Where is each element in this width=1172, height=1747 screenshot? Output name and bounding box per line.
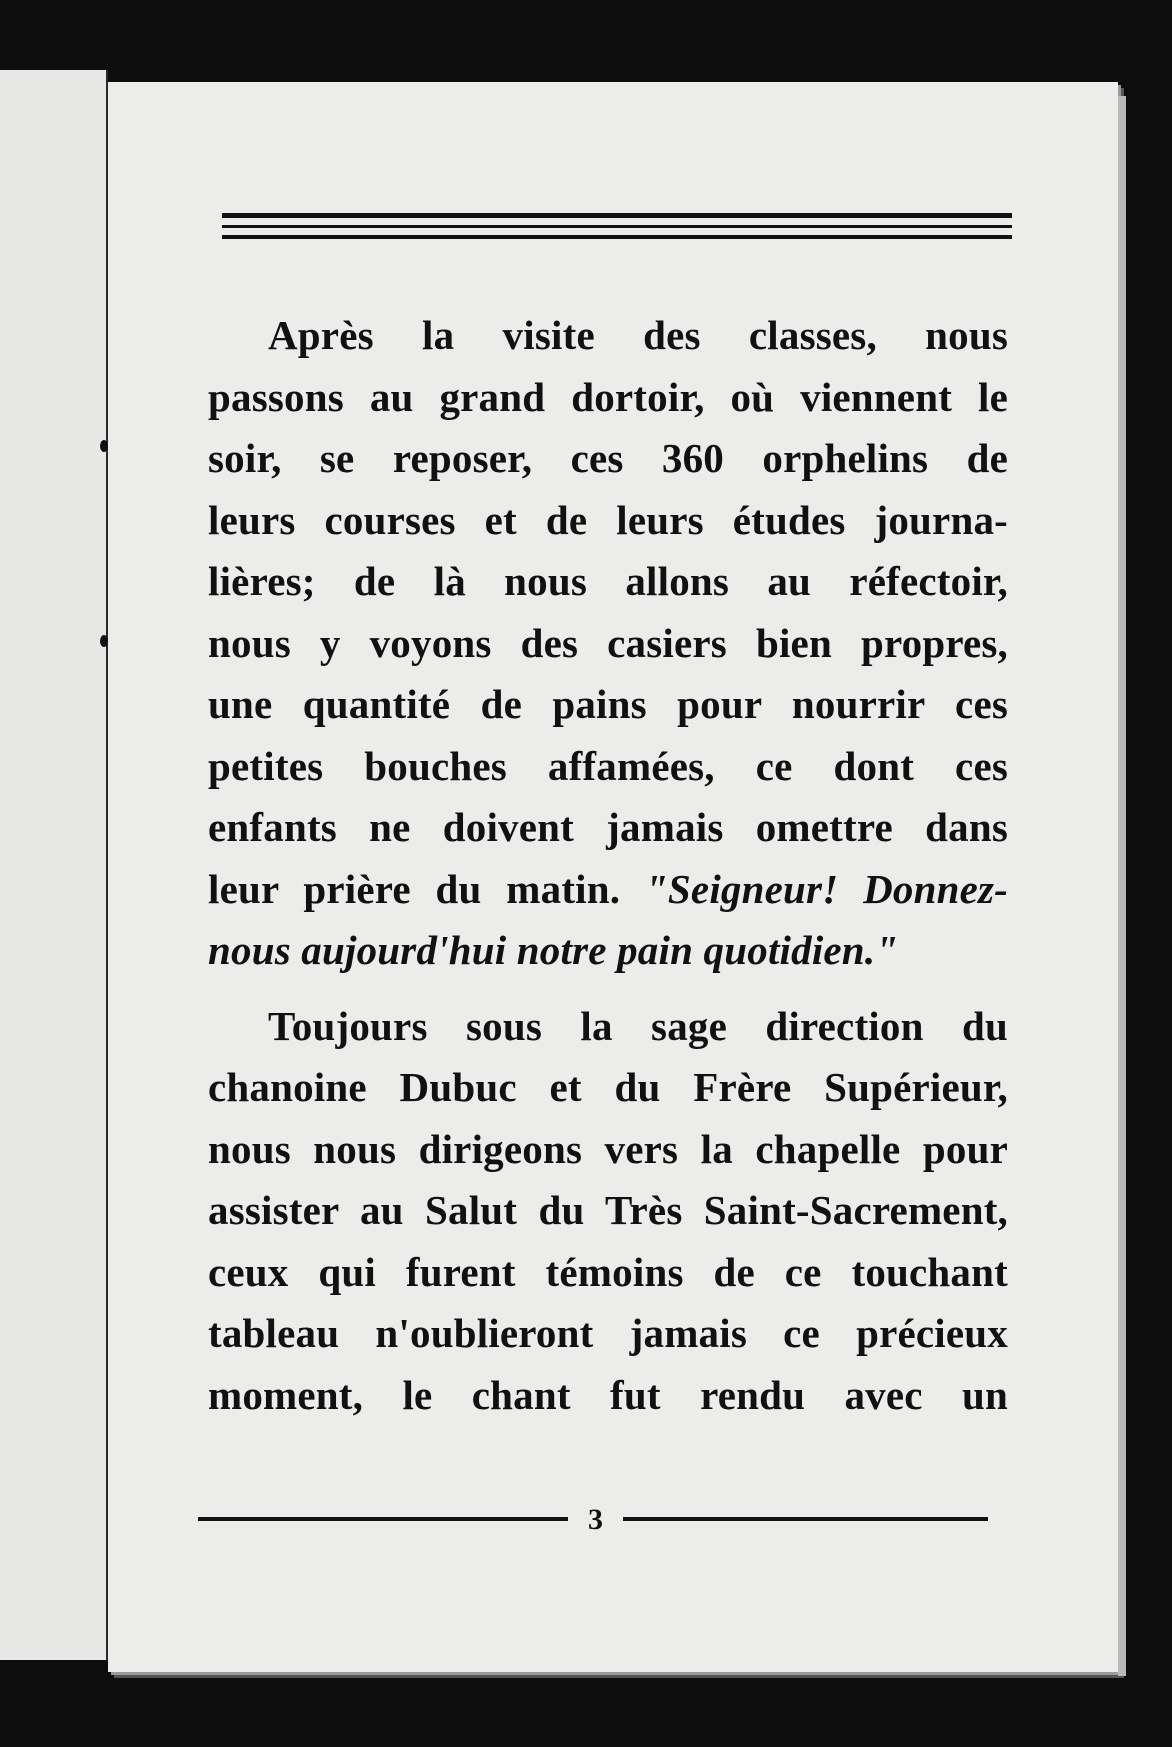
text-roman: leur prière du matin. bbox=[208, 865, 645, 912]
body-text bbox=[208, 305, 1008, 1426]
header-rule bbox=[222, 213, 1012, 239]
text-line: leurs courses et de leurs études journa- bbox=[208, 496, 1008, 543]
footer-rule-left bbox=[198, 1517, 568, 1521]
text-line: soir, se reposer, ces 360 orphelins de bbox=[208, 435, 1008, 481]
text-line: passons au grand dortoir, où viennent le bbox=[208, 373, 1008, 420]
text-line: chanoine Dubuc et du Frère Supérieur, bbox=[208, 1064, 1008, 1110]
quote-italic: nous aujourd'hui notre pain quotidien." bbox=[208, 927, 899, 973]
quote-italic: "Seigneur! Donnez- bbox=[644, 865, 1008, 912]
page-footer bbox=[198, 1500, 988, 1540]
facing-page-edge bbox=[0, 70, 108, 1660]
text-line: ceux qui furent témoins de ce touchant bbox=[208, 1248, 1008, 1295]
page-number: 3 bbox=[588, 1503, 603, 1536]
text-line bbox=[208, 859, 1008, 921]
text-line: une quantité de pains pour nourrir ces bbox=[208, 681, 1008, 727]
text-line: tableau n'oublieront jamais ce précieux bbox=[208, 1310, 1008, 1356]
binding-mark bbox=[100, 635, 108, 647]
text-line: moment, le chant fut rendu avec un bbox=[208, 1371, 1008, 1418]
text-line: Après la visite des classes, nous bbox=[268, 312, 1008, 358]
paragraph-1 bbox=[208, 305, 1008, 982]
text-line: nous y voyons des casiers bien propres, bbox=[208, 619, 1008, 666]
text-line: nous nous dirigeons vers la chapelle pour bbox=[208, 1125, 1008, 1172]
text-line: Toujours sous la sage direction du bbox=[268, 1002, 1008, 1049]
footer-rule-right bbox=[623, 1517, 988, 1521]
text-line: assister au Salut du Très Saint-Sacrement, bbox=[208, 1187, 1008, 1233]
paragraph-2 bbox=[208, 996, 1008, 1427]
text-line: enfants ne doivent jamais omettre dans bbox=[208, 804, 1008, 850]
text-line: lières; de là nous allons au réfectoir, bbox=[208, 558, 1008, 604]
text-line: petites bouches affamées, ce dont ces bbox=[208, 742, 1008, 789]
page-edge bbox=[1118, 96, 1126, 1676]
text-line bbox=[208, 920, 1008, 982]
binding-mark bbox=[100, 440, 108, 452]
